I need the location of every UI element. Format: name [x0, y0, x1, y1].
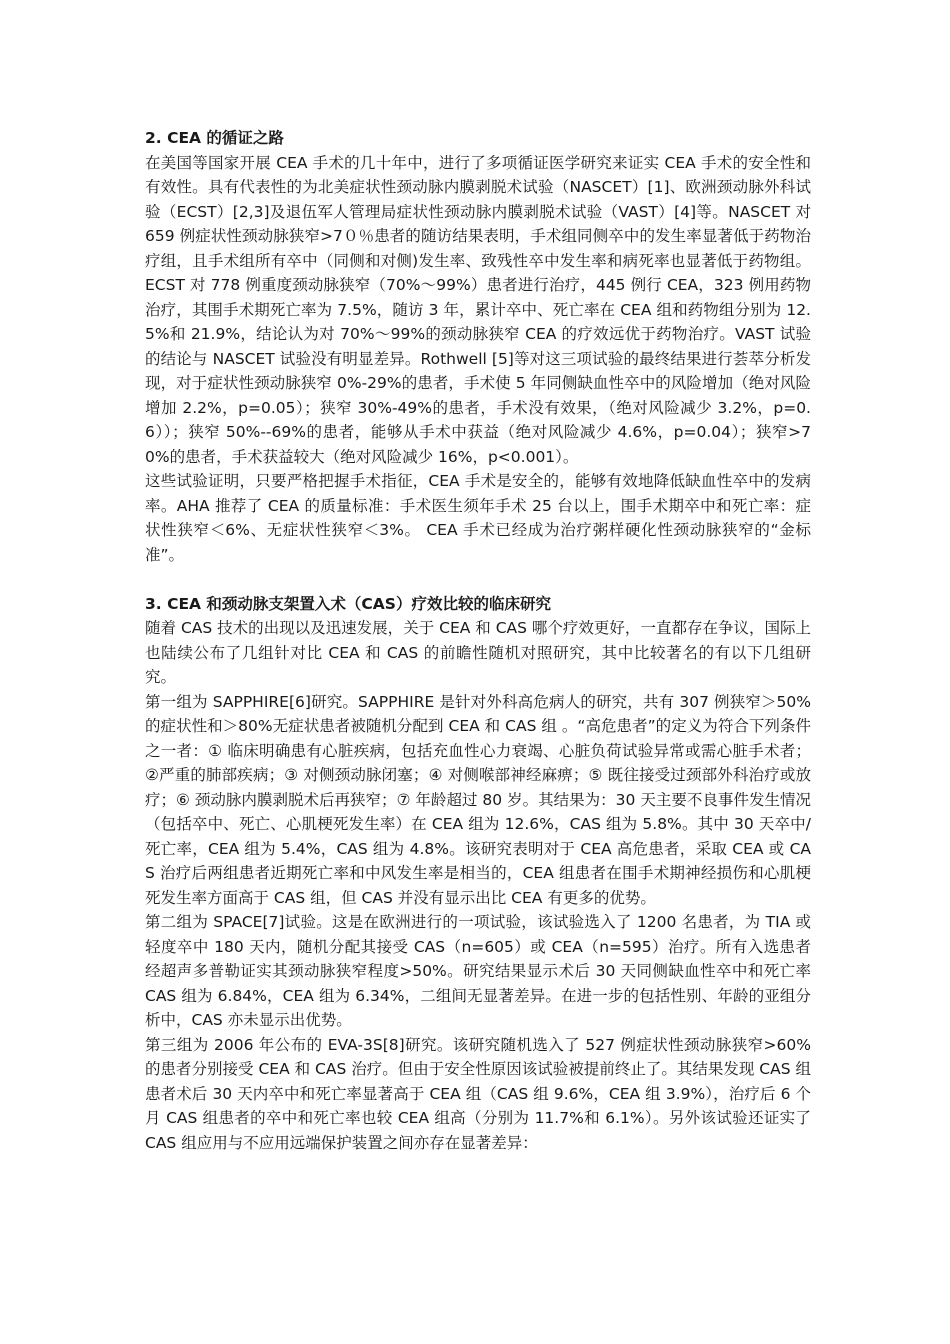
section-heading: 3. CEA 和颈动脉支架置入术（CAS）疗效比较的临床研究 [145, 594, 551, 613]
paragraph: 第二组为 SPACE[7]试验。这是在欧洲进行的一项试验，该试验选入了 1200 名患者，为 TIA 或轻度卒中 180 天内，随机分配其接受 CAS（n=605）或 CEA（n=595）治疗。所有入选患者经超声多普勒证实其颈动脉狭窄程度>50%。研究结果显示术后 30 天同侧缺血性卒中和死亡率 CAS 组为 6.84%，CEA 组为 6.34%，二组间无显著差异。在进一步的包括性别、年龄的亚组分析中，CAS 亦未显示出优势。 [145, 913, 811, 1029]
section-cea-cas-comparison [145, 592, 811, 1156]
paragraph: 第一组为 SAPPHIRE[6]研究。SAPPHIRE 是针对外科高危病人的研究，共有 307 例狭窄＞50%的症状性和＞80%无症状患者被随机分配到 CEA 和 CAS 组 。“高危患者”的定义为符合下列条件之一者：① 临床明确患有心脏疾病，包括充血性心力衰竭、心脏负荷试验异常或需心脏手术者；②严重的肺部疾病；③ 对侧颈动脉闭塞；④ 对侧喉部神经麻痹；⑤ 既往接受过颈部外科治疗或放疗；⑥ 颈动脉内膜剥脱术后再狭窄；⑦ 年龄超过 80 岁。其结果为：30 天主要不良事件发生情况（包括卒中、死亡、心肌梗死发生率）在 CEA 组为 12.6%，CAS 组为 5.8%。其中 30 天卒中/死亡率，CEA 组为 5.4%，CAS 组为 4.8%。该研究表明对于 CEA 高危患者，采取 CEA 或 CAS 治疗后两组患者近期死亡率和中风发生率是相当的，CEA 组患者在围手术期神经损伤和心肌梗死发生率方面高于 CAS 组，但 CAS 并没有显示出比 CEA 有更多的优势。 [145, 692, 811, 907]
section-spacer [145, 567, 811, 592]
document-page [145, 126, 811, 1155]
section-heading: 2. CEA 的循证之路 [145, 129, 284, 147]
paragraph: 随着 CAS 技术的出现以及迅速发展，关于 CEA 和 CAS 哪个疗效更好，一直都存在争议，国际上也陆续公布了几组针对比 CEA 和 CAS 的前瞻性随机对照研究，其中比较著名的有以下几组研究。 [145, 619, 811, 686]
section-cea-evidence [145, 126, 811, 567]
paragraph: 在美国等国家开展 CEA 手术的几十年中，进行了多项循证医学研究来证实 CEA 手术的安全性和有效性。具有代表性的为北美症状性颈动脉内膜剥脱术试验（NASCET）[1]、欧洲颈动脉外科试验（ECST）[2,3]及退伍军人管理局症状性颈动脉内膜剥脱术试验（VAST）[4]等。NASCET 对 659 例症状性颈动脉狭窄>7０％患者的随访结果表明，手术组同侧卒中的发生率显著低于药物治疗组，且手术组所有卒中（同侧和对侧)发生率、致残性卒中发生率和病死率也显著低于药物组。ECST 对 778 例重度颈动脉狭窄（70%～99%）患者进行治疗，445 例行 CEA，323 例用药物治疗，其围手术期死亡率为 7.5%，随访 3 年，累计卒中、死亡率在 CEA 组和药物组分别为 12.5%和 21.9%，结论认为对 70%～99%的颈动脉狭窄 CEA 的疗效远优于药物治疗。VAST 试验的结论与 NASCET 试验没有明显差异。Rothwell [5]等对这三项试验的最终结果进行荟萃分析发现，对于症状性颈动脉狭窄 0%-29%的患者，手术使 5 年同侧缺血性卒中的风险增加（绝对风险增加 2.2%，p=0.05）；狭窄 30%-49%的患者，手术没有效果，（绝对风险减少 3.2%，p=0.6））；狭窄 50%--69%的患者，能够从手术中获益（绝对风险减少 4.6%，p=0.04）；狭窄>70%的患者，手术获益较大（绝对风险减少 16%，p<0.001）。 [145, 153, 811, 466]
paragraph: 第三组为 2006 年公布的 EVA-3S[8]研究。该研究随机选入了 527 例症状性颈动脉狭窄>60%的患者分别接受 CEA 和 CAS 治疗。但由于安全性原因该试验被提前终止了。其结果发现 CAS 组患者术后 30 天内卒中和死亡率显著高于 CEA 组（CAS 组 9.6%，CEA 组 3.9%），治疗后 6 个月 CAS 组患者的卒中和死亡率也较 CEA 组高（分别为 11.7%和 6.1%）。另外该试验还证实了 CAS 组应用与不应用远端保护装置之间亦存在显著差异： [145, 1035, 811, 1152]
paragraph: 这些试验证明，只要严格把握手术指征，CEA 手术是安全的，能够有效地降低缺血性卒中的发病率。AHA 推荐了 CEA 的质量标准：手术医生须年手术 25 台以上，围手术期卒中和死亡率：症状性狭窄＜6%、无症状性狭窄＜3%。 CEA 手术已经成为治疗粥样硬化性颈动脉狭窄的“金标准”。 [145, 472, 811, 564]
